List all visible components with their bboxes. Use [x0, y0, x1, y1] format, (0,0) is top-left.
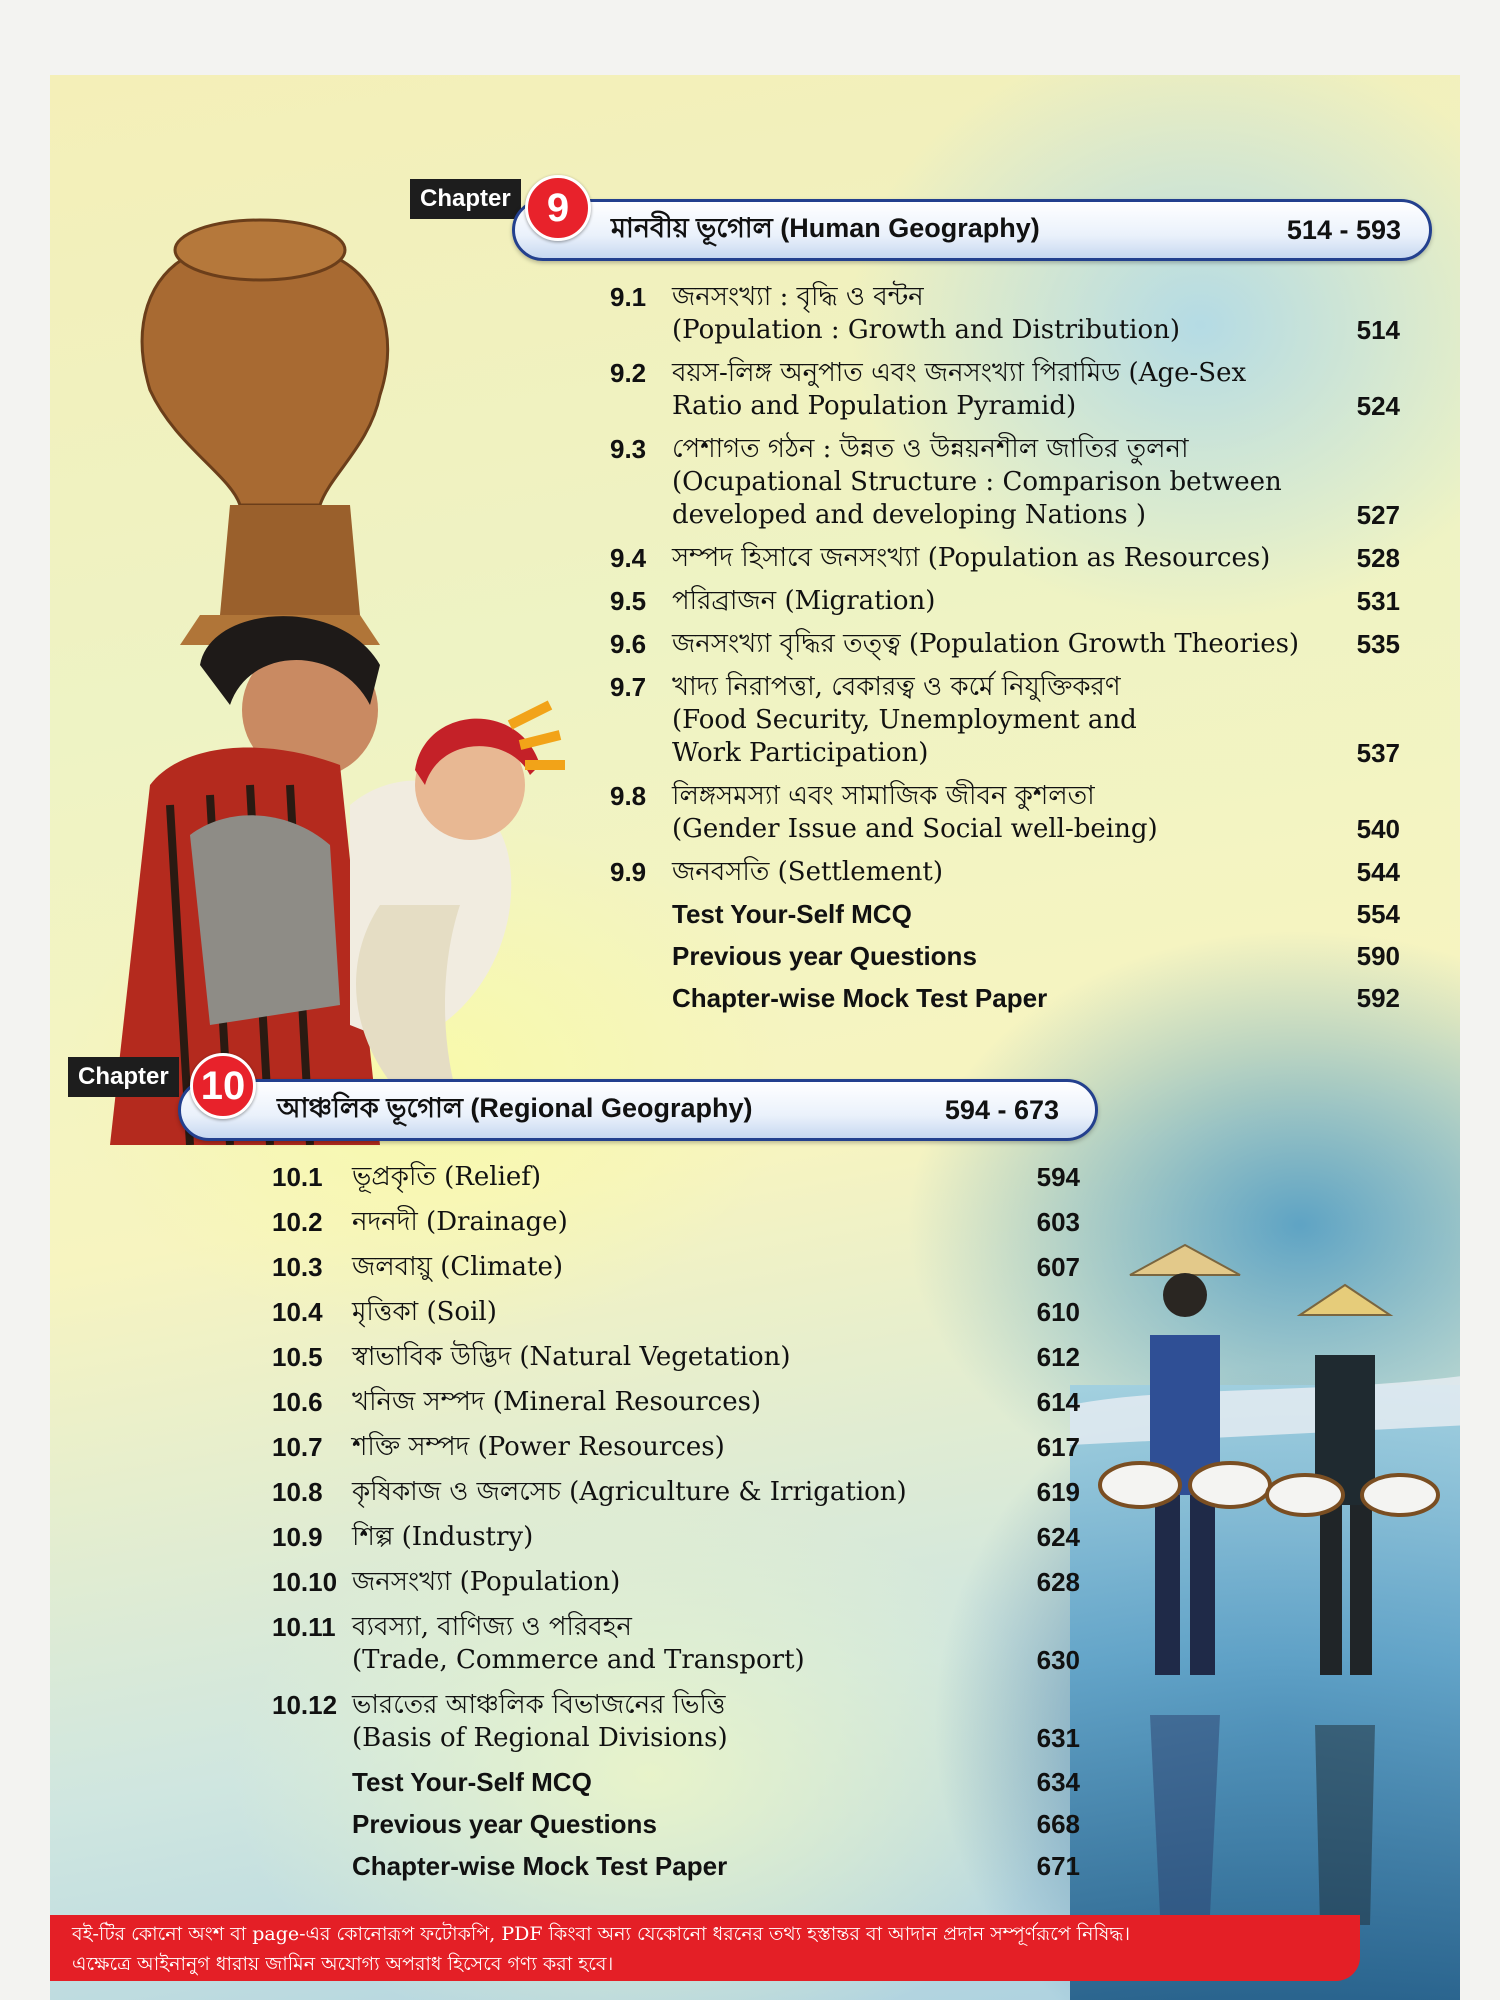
toc-extra-label: Previous year Questions — [352, 1809, 657, 1839]
toc-entry[interactable] — [272, 1431, 1122, 1464]
toc-entry-title: ভারতের আঞ্চলিক বিভাজনের ভিত্তি — [352, 1690, 726, 1720]
toc-entry-number: 10.5 — [272, 1342, 323, 1372]
photo-salt-workers — [1070, 1155, 1460, 2000]
toc-entry-number: 9.1 — [610, 282, 647, 312]
toc-entry-page: 617 — [1036, 1432, 1080, 1462]
copyright-line-2: এক্ষেত্রে আইনানুগ ধারায় জামিন অযোগ্য অপরাধ হিসেবে গণ্য করা হবে। — [72, 1953, 614, 1975]
toc-entry[interactable] — [272, 1611, 1122, 1677]
chapter9-title: মানবীয় ভূগোল (Human Geography) — [611, 212, 1040, 243]
toc-extra-page: 634 — [1036, 1767, 1080, 1797]
chapter10-number: 10 — [190, 1053, 256, 1119]
toc-entry-page: 524 — [1356, 391, 1400, 421]
toc-entry[interactable] — [272, 1341, 1122, 1374]
toc-entry-number: 10.2 — [272, 1207, 323, 1237]
chapter9-number: 9 — [525, 175, 591, 241]
toc-entry-page: 544 — [1356, 857, 1400, 887]
toc-entry-page: 631 — [1036, 1723, 1080, 1753]
chapter10-title-bar — [178, 1079, 1098, 1141]
toc-entry-number: 9.6 — [610, 629, 647, 659]
toc-entry-title: (Basis of Regional Divisions) — [352, 1723, 728, 1753]
toc-entry-page: 514 — [1356, 315, 1400, 345]
toc-entry-page: 614 — [1036, 1387, 1080, 1417]
toc-entry[interactable] — [272, 1386, 1122, 1419]
toc-extra-label: Chapter-wise Mock Test Paper — [352, 1851, 728, 1881]
toc-entry-page: 619 — [1036, 1477, 1080, 1507]
toc-entry-number: 10.11 — [272, 1612, 336, 1642]
toc-entry-title: স্বাভাবিক উদ্ভিদ (Natural Vegetation) — [352, 1342, 791, 1372]
toc-entry-number: 10.7 — [272, 1432, 323, 1462]
toc-entry-title: খনিজ সম্পদ (Mineral Resources) — [352, 1387, 762, 1417]
toc-entry-page: 612 — [1036, 1342, 1080, 1372]
toc-extra-entry[interactable] — [672, 983, 1400, 1016]
toc-entry-page: 610 — [1036, 1297, 1080, 1327]
toc-extra-label: Test Your-Self MCQ — [672, 899, 912, 929]
copyright-line-1: বই-টির কোনো অংশ বা page-এর কোনোরূপ ফটোকপি, PDF কিংবা অন্য যেকোনো ধরনের তথ্য হস্তান্তর বা আদান প্রদান সম্পূর্ণরূপে নিষিদ্ধ। — [72, 1923, 1131, 1945]
toc-entry-title: জনবসতি (Settlement) — [672, 857, 943, 887]
toc-entry[interactable] — [610, 628, 1450, 661]
toc-entry-number: 9.9 — [610, 857, 647, 887]
toc-entry-title: (Population : Growth and Distribution) — [672, 315, 1181, 345]
toc-entry-title: Work Participation) — [672, 738, 929, 768]
toc-entry-number: 9.7 — [610, 672, 647, 702]
toc-entry-number: 10.6 — [272, 1387, 323, 1417]
toc-entry[interactable] — [610, 780, 1450, 846]
toc-entry-title: ভূপ্রকৃতি (Relief) — [352, 1162, 542, 1192]
toc-entry-title: জনসংখ্যা (Population) — [352, 1567, 621, 1597]
toc-extra-label: Test Your-Self MCQ — [352, 1767, 592, 1797]
toc-entry-title: (Trade, Commerce and Transport) — [352, 1645, 805, 1675]
toc-entry-title: জনসংখ্যা বৃদ্ধির তত্ত্ব (Population Growth Theories) — [672, 629, 1300, 659]
toc-extra-label: Chapter-wise Mock Test Paper — [672, 983, 1048, 1013]
toc-extra-page: 671 — [1036, 1851, 1080, 1881]
toc-entry-title: নদনদী (Drainage) — [352, 1207, 568, 1237]
chapter9-tag: Chapter — [410, 179, 521, 219]
toc-entry-title: (Food Security, Unemployment and — [672, 705, 1137, 735]
toc-entry-title: কৃষিকাজ ও জলসেচ (Agriculture & Irrigation) — [352, 1477, 907, 1507]
toc-entry-page: 630 — [1036, 1645, 1080, 1675]
toc-entry-title: লিঙ্গসমস্যা এবং সামাজিক জীবন কুশলতা — [672, 781, 1095, 811]
toc-entry-title: (Ocupational Structure : Comparison between — [672, 467, 1282, 497]
toc-entry-title: খাদ্য নিরাপত্তা, বেকারত্ব ও কর্মে নিযুক্তিকরণ — [672, 672, 1121, 702]
toc-entry[interactable] — [272, 1161, 1122, 1194]
toc-entry-title: শক্তি সম্পদ (Power Resources) — [352, 1432, 725, 1462]
toc-entry-number: 9.8 — [610, 781, 647, 811]
toc-entry[interactable] — [610, 856, 1450, 889]
toc-entry-title: বয়স-লিঙ্গ অনুপাত এবং জনসংখ্যা পিরামিড (Age-Sex — [672, 358, 1247, 388]
chapter10-page-range: 594 - 673 — [944, 1094, 1059, 1125]
toc-extra-entry[interactable] — [352, 1767, 1080, 1800]
toc-entry[interactable] — [272, 1206, 1122, 1239]
toc-entry[interactable] — [610, 281, 1450, 347]
toc-entry-title: জনসংখ্যা : বৃদ্ধি ও বন্টন — [672, 282, 924, 312]
toc-extra-label: Previous year Questions — [672, 941, 977, 971]
toc-extra-page: 592 — [1356, 983, 1400, 1013]
toc-entry[interactable] — [272, 1521, 1122, 1554]
toc-extra-entry[interactable] — [672, 941, 1400, 974]
toc-extra-page: 668 — [1036, 1809, 1080, 1839]
chapter9-title-bar — [512, 199, 1432, 261]
toc-extra-entry[interactable] — [352, 1809, 1080, 1842]
toc-entry-title: পরিব্রাজন (Migration) — [672, 586, 936, 616]
toc-entry-number: 9.2 — [610, 358, 647, 388]
toc-entry-title: মৃত্তিকা (Soil) — [352, 1297, 497, 1327]
chapter10-tag: Chapter — [68, 1057, 179, 1097]
toc-entry-page: 624 — [1036, 1522, 1080, 1552]
toc-entry[interactable] — [272, 1476, 1122, 1509]
toc-entry-title: পেশাগত গঠন : উন্নত ও উন্নয়নশীল জাতির তুলনা — [672, 434, 1189, 464]
toc-entry[interactable] — [272, 1251, 1122, 1284]
toc-entry-number: 10.4 — [272, 1297, 323, 1327]
toc-entry-page: 537 — [1356, 738, 1400, 768]
toc-entry-page: 540 — [1356, 814, 1400, 844]
toc-entry-page: 628 — [1036, 1567, 1080, 1597]
toc-entry-number: 10.8 — [272, 1477, 323, 1507]
toc-entry-number: 10.12 — [272, 1690, 338, 1720]
toc-entry-page: 594 — [1036, 1162, 1080, 1192]
toc-entry-title: (Gender Issue and Social well-being) — [672, 814, 1158, 844]
chapter9-page-range: 514 - 593 — [1286, 214, 1401, 245]
toc-entry-page: 527 — [1356, 500, 1400, 530]
toc-entry[interactable] — [610, 671, 1450, 770]
copyright-notice — [50, 1915, 1460, 2000]
toc-entry[interactable] — [610, 357, 1450, 423]
toc-entry-title: ব্যবস্যা, বাণিজ্য ও পরিবহন — [352, 1612, 632, 1642]
toc-extra-entry[interactable] — [672, 899, 1400, 932]
toc-entry[interactable] — [610, 542, 1450, 575]
toc-page — [50, 75, 1460, 2000]
toc-entry-title: শিল্প (Industry) — [352, 1522, 534, 1552]
toc-entry-page: 528 — [1356, 543, 1400, 573]
toc-entry-title: সম্পদ হিসাবে জনসংখ্যা (Population as Resources) — [672, 543, 1271, 573]
toc-entry[interactable] — [610, 433, 1450, 532]
toc-extra-entry[interactable] — [352, 1851, 1080, 1884]
toc-entry[interactable] — [272, 1689, 1122, 1755]
toc-entry[interactable] — [272, 1296, 1122, 1329]
toc-entry[interactable] — [610, 585, 1450, 618]
toc-entry-number: 9.5 — [610, 586, 647, 616]
toc-entry-page: 607 — [1036, 1252, 1080, 1282]
toc-entry-number: 10.3 — [272, 1252, 323, 1282]
toc-entry-number: 10.9 — [272, 1522, 323, 1552]
toc-entry-title: Ratio and Population Pyramid) — [672, 391, 1077, 421]
toc-entry-number: 9.4 — [610, 543, 647, 573]
toc-entry-page: 603 — [1036, 1207, 1080, 1237]
toc-entry-number: 9.3 — [610, 434, 647, 464]
toc-extra-page: 554 — [1356, 899, 1400, 929]
copyright-band — [50, 1915, 1360, 1981]
photo-woman-with-baby — [80, 145, 640, 1145]
toc-entry-number: 10.1 — [272, 1162, 323, 1192]
toc-entry-title: জলবায়ু (Climate) — [352, 1252, 564, 1282]
toc-entry-title: developed and developing Nations ) — [672, 500, 1147, 530]
toc-extra-page: 590 — [1356, 941, 1400, 971]
toc-entry-page: 531 — [1356, 586, 1400, 616]
toc-entry-page: 535 — [1356, 629, 1400, 659]
toc-entry[interactable] — [272, 1566, 1122, 1599]
toc-entry-number: 10.10 — [272, 1567, 338, 1597]
chapter10-title: আঞ্চলিক ভূগোল (Regional Geography) — [277, 1092, 753, 1123]
